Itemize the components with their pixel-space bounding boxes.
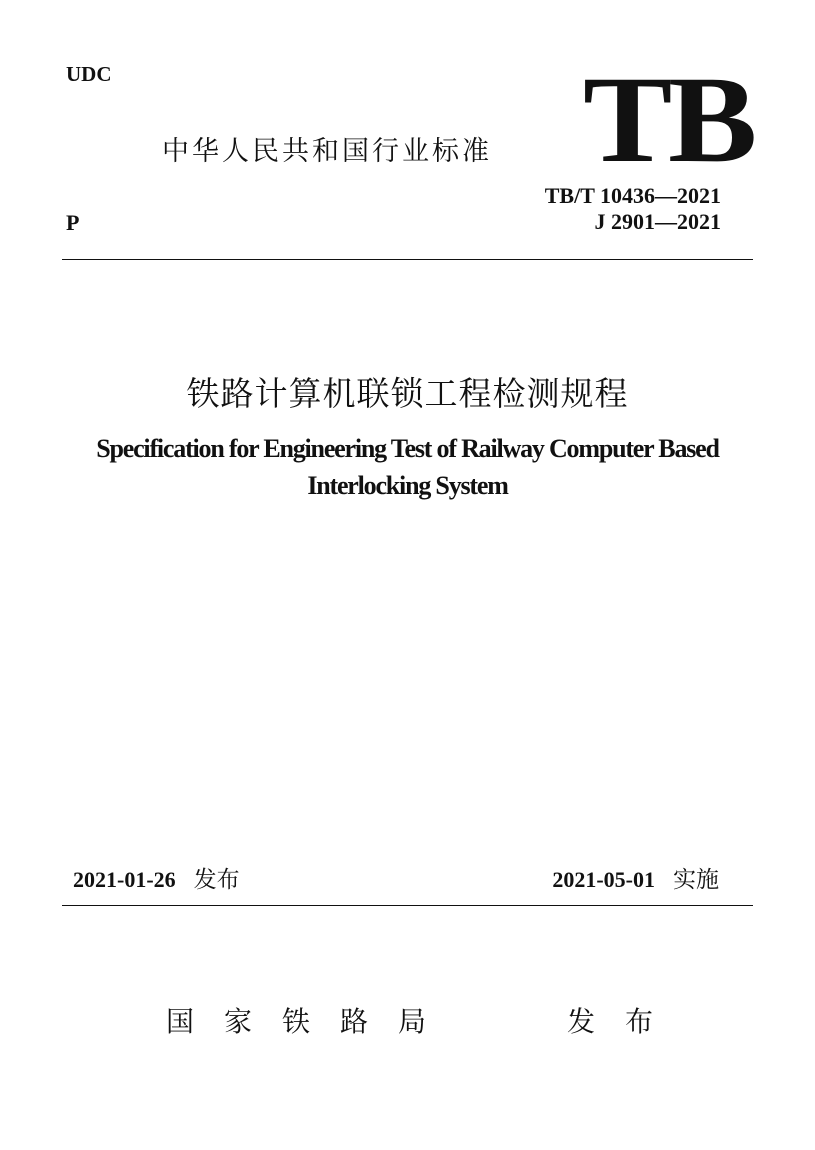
tb-logo: TB: [583, 51, 754, 188]
implement-date: 2021-05-01: [552, 867, 655, 892]
implement-label: 实施: [673, 867, 719, 893]
standard-numbers: [545, 183, 721, 235]
english-title-line-1: Specification for Engineering Test of Railway Computer Based: [96, 434, 719, 463]
record-number: J 2901—2021: [594, 209, 721, 234]
implement-info: [552, 861, 719, 894]
top-divider: [62, 259, 753, 260]
publish-date: 2021-01-26: [73, 867, 176, 892]
industry-standard-heading: 中华人民共和国行业标准: [162, 136, 492, 167]
document-title-chinese: 铁路计算机联锁工程检测规程: [186, 374, 629, 413]
publish-label: 发布: [193, 867, 240, 893]
publish-info: [73, 861, 240, 894]
document-title-english: [40, 430, 775, 504]
issuing-action: 发布: [567, 1005, 684, 1038]
standard-number: TB/T 10436—2021: [544, 183, 721, 208]
issuing-authority: 国家铁路局: [166, 1005, 457, 1038]
udc-label: UDC: [66, 62, 112, 86]
bottom-divider: [62, 905, 753, 906]
classification-code: P: [66, 210, 80, 235]
english-title-line-2: Interlocking System: [307, 471, 508, 500]
